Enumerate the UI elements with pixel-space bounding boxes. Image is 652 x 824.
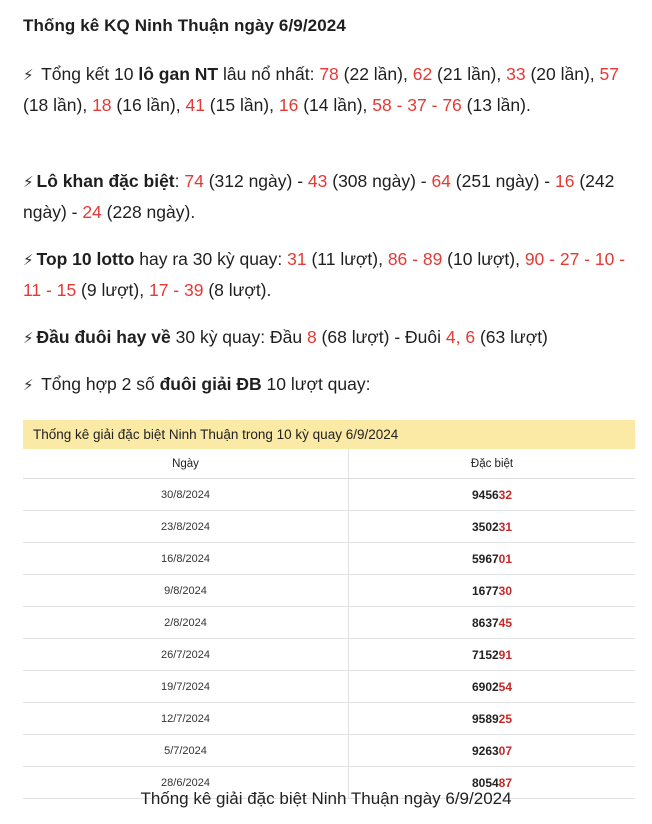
prize-tail-digits: 45 xyxy=(498,615,513,630)
number-value: 58 - 37 - 76 xyxy=(372,94,462,115)
row-date: 9/8/2024 xyxy=(23,575,349,607)
row-special-prize xyxy=(349,735,636,767)
row-special-prize xyxy=(349,575,636,607)
row-date: 19/7/2024 xyxy=(23,671,349,703)
number-value: 90 - 27 - 10 - 11 - 15 xyxy=(23,249,626,300)
number-value: 43 xyxy=(307,171,328,191)
count-text: (15 lần), xyxy=(204,94,279,115)
number-value: 16 xyxy=(278,94,299,115)
row-date: 28/6/2024 xyxy=(23,767,349,799)
prize-head-digits: 9589 xyxy=(471,711,499,726)
table-row xyxy=(23,671,635,703)
number-value: 74 xyxy=(184,171,204,191)
prize-tail-digits: 32 xyxy=(498,487,513,502)
prize-tail-digits: 54 xyxy=(498,679,513,694)
number-value: 64 xyxy=(431,171,451,191)
row-special-prize xyxy=(349,639,636,671)
number-value: 24 xyxy=(82,201,102,222)
dau-value: 8 xyxy=(306,327,317,347)
duoi-value: 4, 6 xyxy=(445,327,476,347)
number-value: 62 xyxy=(412,64,433,84)
row-special-prize xyxy=(349,703,636,735)
row-date: 23/8/2024 xyxy=(23,511,349,543)
header-special: Đặc biệt xyxy=(349,449,636,479)
row-date: 2/8/2024 xyxy=(23,607,349,639)
row-date: 12/7/2024 xyxy=(23,703,349,735)
table-caption: Thống kê giải đặc biệt Ninh Thuận trong 10 kỳ quay 6/9/2024 xyxy=(23,420,635,449)
prize-tail-digits: 25 xyxy=(498,711,513,726)
lightning-icon: ⚡ xyxy=(23,252,34,269)
prize-head-digits: 8637 xyxy=(471,615,499,630)
count-text: (20 lần), xyxy=(525,64,600,84)
prize-tail-digits: 91 xyxy=(498,647,513,662)
count-text: (18 lần), xyxy=(23,94,93,115)
lightning-icon: ⚡ xyxy=(23,67,34,84)
table-row xyxy=(23,735,635,767)
prize-head-digits: 8054 xyxy=(471,775,499,790)
count-text: (22 lần), xyxy=(338,64,413,84)
prize-head-digits: 9263 xyxy=(471,743,499,758)
count-text: (312 ngày) - xyxy=(203,171,308,191)
table-row xyxy=(23,703,635,735)
count-text: (14 lần), xyxy=(298,94,373,115)
row-special-prize xyxy=(349,511,636,543)
table-header-row xyxy=(23,449,635,479)
table-row xyxy=(23,639,635,671)
count-text: (21 lần), xyxy=(432,64,507,84)
prize-tail-digits: 01 xyxy=(498,551,513,566)
count-text: (228 ngày). xyxy=(101,201,196,222)
count-text: (242 ngày) - xyxy=(23,171,615,222)
number-value: 16 xyxy=(555,171,575,191)
table-row xyxy=(23,543,635,575)
number-value: 18 xyxy=(92,94,112,115)
table-row xyxy=(23,511,635,543)
prize-head-digits: 1677 xyxy=(471,583,499,598)
paragraph-lo-gan: ⚡ Tổng kết 10 lô gan NT lâu nổ nhất: 78 (22 lần), 62 (21 lần), 33 (20 lần), 57 (18 lần), 18 (16 lần), 41 (15 lần), 16 (14 lần), 58 - 37 - 76 (13 lần). xyxy=(23,64,619,115)
table-row xyxy=(23,607,635,639)
count-text: (16 lần), xyxy=(111,94,186,115)
lightning-icon: ⚡ xyxy=(23,377,34,394)
prize-tail-digits: 87 xyxy=(498,775,513,790)
paragraph-top-lotto: ⚡ Top 10 lotto hay ra 30 kỳ quay: 31 (11 lượt), 86 - 89 (10 lượt), 90 - 27 - 10 - 11 - 15 (9 lượt), 17 - 39 (8 lượt). xyxy=(23,249,626,300)
count-text: (8 lượt). xyxy=(203,279,272,300)
prize-head-digits: 5967 xyxy=(471,551,499,566)
number-value: 17 - 39 xyxy=(148,279,204,300)
row-date: 30/8/2024 xyxy=(23,479,349,511)
number-value: 86 - 89 xyxy=(387,249,443,269)
number-value: 33 xyxy=(506,64,526,84)
prize-tail-digits: 30 xyxy=(498,583,513,598)
lightning-icon: ⚡ xyxy=(23,330,34,347)
row-date: 16/8/2024 xyxy=(23,543,349,575)
number-value: 57 xyxy=(599,64,619,84)
lightning-icon: ⚡ xyxy=(23,174,34,191)
row-date: 26/7/2024 xyxy=(23,639,349,671)
special-prize-table xyxy=(23,420,635,799)
results-table xyxy=(23,449,635,799)
count-text: (11 lượt), xyxy=(306,249,388,269)
row-special-prize xyxy=(349,479,636,511)
page-title: Thống kê KQ Ninh Thuận ngày 6/9/2024 xyxy=(23,16,346,35)
count-text: (10 lượt), xyxy=(442,249,525,269)
header-date: Ngày xyxy=(23,449,349,479)
paragraph-dau-duoi: ⚡ Đầu đuôi hay về 30 kỳ quay: Đầu 8 (68 lượt) - Đuôi 4, 6 (63 lượt) xyxy=(23,327,548,347)
count-text: (9 lượt), xyxy=(76,279,149,300)
number-value: 78 xyxy=(319,64,339,84)
figure-caption: Thống kê giải đặc biệt Ninh Thuận ngày 6/9/2024 xyxy=(140,789,512,808)
row-special-prize xyxy=(349,543,636,575)
row-special-prize xyxy=(349,671,636,703)
prize-head-digits: 7152 xyxy=(471,647,499,662)
number-value: 41 xyxy=(185,94,205,115)
prize-head-digits: 3502 xyxy=(471,519,499,534)
prize-head-digits: 6902 xyxy=(471,679,499,694)
prize-head-digits: 9456 xyxy=(471,487,499,502)
count-text: (308 ngày) - xyxy=(327,171,432,191)
table-row xyxy=(23,575,635,607)
table-row xyxy=(23,479,635,511)
prize-tail-digits: 07 xyxy=(498,743,513,758)
paragraph-lo-khan: ⚡ Lô khan đặc biệt: 74 (312 ngày) - 43 (308 ngày) - 64 (251 ngày) - 16 (242 ngày) - 24 (228 ngày). xyxy=(23,171,615,222)
row-date: 5/7/2024 xyxy=(23,735,349,767)
count-text: (251 ngày) - xyxy=(450,171,555,191)
count-text: (13 lần). xyxy=(461,94,531,115)
row-special-prize xyxy=(349,607,636,639)
number-value: 31 xyxy=(287,249,307,269)
prize-tail-digits: 31 xyxy=(498,519,513,534)
paragraph-duoi-db: ⚡ Tổng hợp 2 số đuôi giải ĐB 10 lượt quay: xyxy=(23,374,371,394)
